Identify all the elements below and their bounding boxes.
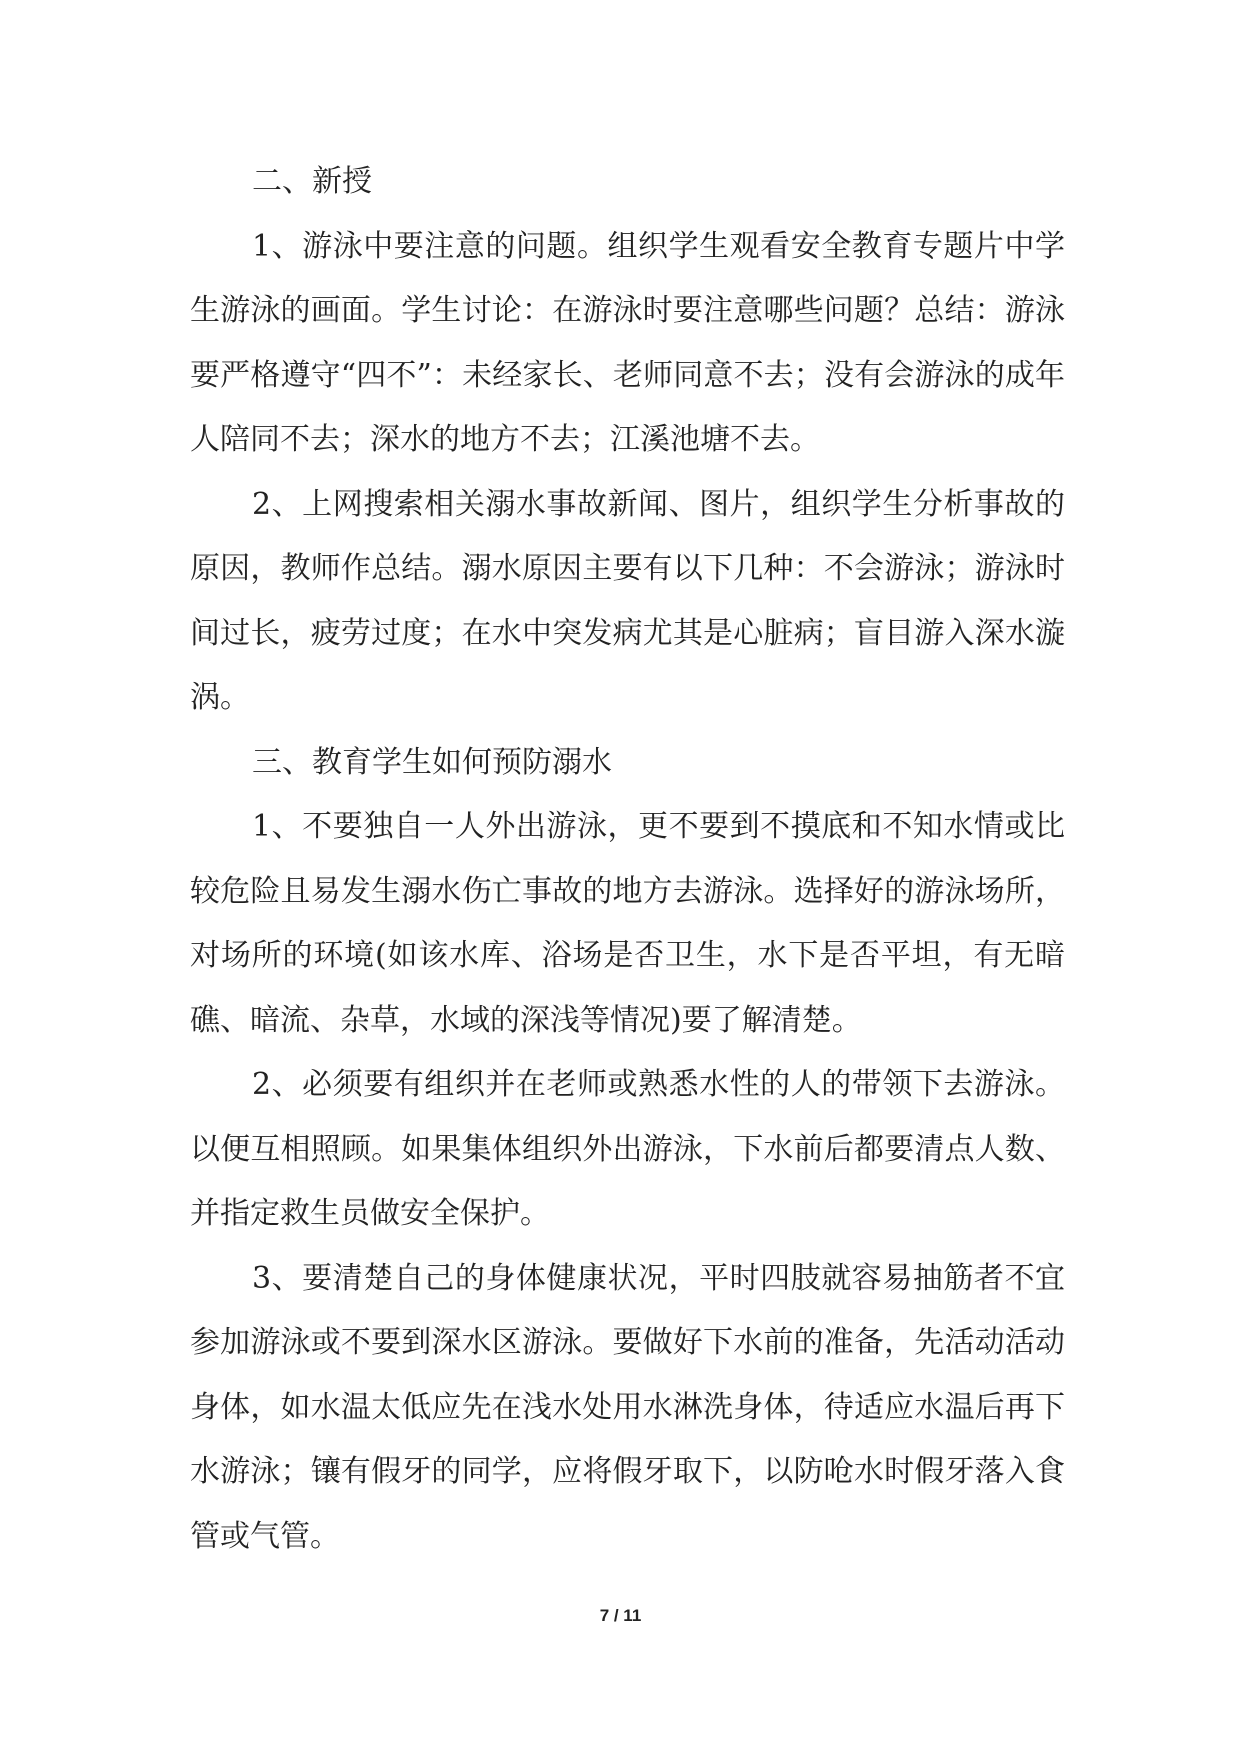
paragraph-swimming-precautions: 1、游泳中要注意的问题。组织学生观看安全教育专题片中学生游泳的画面。学生讨论：在游泳时要注意哪些问题？总结：游泳要严格遵守“四不”：未经家长、老师同意不去；没有会游泳的成年人陪同不去；深水的地方不去；江溪池塘不去。 [190,228,1065,457]
paragraph-prevention-1: 1、不要独自一人外出游泳，更不要到不摸底和不知水情或比较危险且易发生溺水伤亡事故的地方去游泳。选择好的游泳场所，对场所的环境(如该水库、浴场是否卫生，水下是否平坦，有无暗礁、暗流、杂草，水域的深浅等情况)要了解清楚。 [190,809,1065,1038]
page-number: 7 / 11 [599,1606,642,1625]
paragraph-drowning-causes: 2、上网搜索相关溺水事故新闻、图片，组织学生分析事故的原因，教师作总结。溺水原因主要有以下几种：不会游泳；游泳时间过长，疲劳过度；在水中突发病尤其是心脏病；盲目游入深水漩涡。 [190,486,1065,715]
paragraph-prevention-3: 3、要清楚自己的身体健康状况，平时四肢就容易抽筋者不宜参加游泳或不要到深水区游泳。要做好下水前的准备，先活动活动身体，如水温太低应先在浅水处用水淋洗身体，待适应水温后再下水游泳；镶有假牙的同学，应将假牙取下，以防呛水时假牙落入食管或气管。 [190,1260,1065,1554]
section-heading-prevention: 三、教育学生如何预防溺水 [252,744,612,780]
section-heading-new-lesson: 二、新授 [252,164,372,199]
paragraph-prevention-2: 2、必须要有组织并在老师或熟悉水性的人的带领下去游泳。以便互相照顾。如果集体组织外出游泳，下水前后都要清点人数、并指定救生员做安全保护。 [190,1067,1065,1231]
document-body [190,150,1065,1569]
